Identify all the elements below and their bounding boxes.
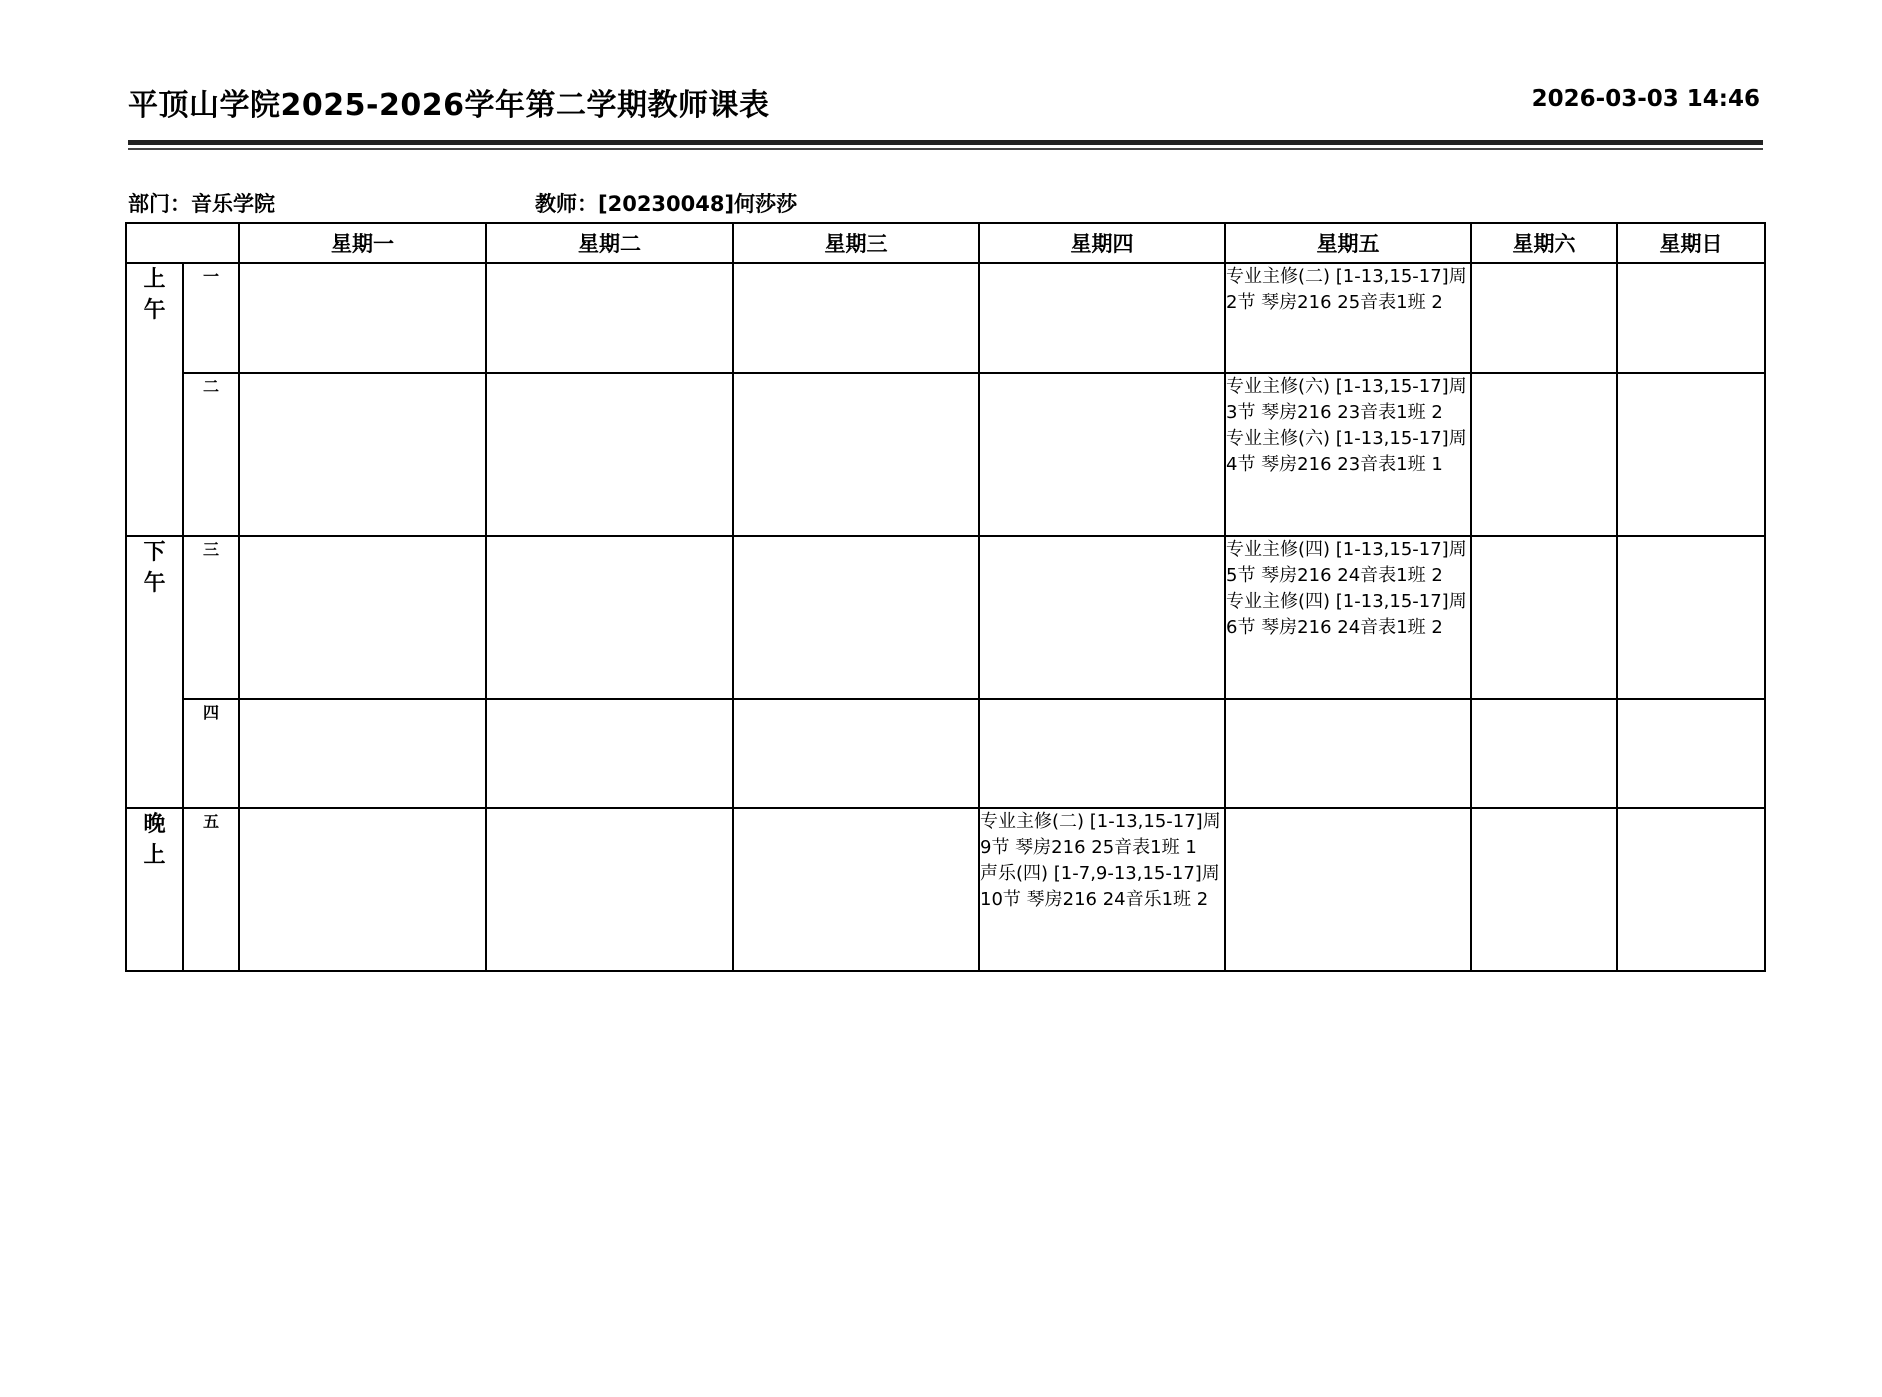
cell-p4-mon: [239, 699, 486, 808]
cell-p1-thu: [979, 263, 1225, 373]
timetable: [125, 222, 1766, 972]
period-row-3: [126, 536, 1765, 699]
cell-p3-thu: [979, 536, 1225, 699]
course-entry: 专业主修(四) [1-13,15-17]周 5节 琴房216 24音表1班 2: [1226, 539, 1467, 586]
cell-p3-tue: [486, 536, 733, 699]
cell-p5-sat: [1471, 808, 1617, 971]
cell-p1-sat: [1471, 263, 1617, 373]
cell-p2-tue: [486, 373, 733, 536]
cell-p2-fri: [1225, 373, 1471, 536]
header-row: [126, 223, 1765, 263]
day-header-mon: 星期一: [239, 223, 486, 263]
cell-p1-tue: [486, 263, 733, 373]
period-label-2: 二: [183, 373, 239, 536]
cell-p3-wed: [733, 536, 979, 699]
cell-p2-sun: [1617, 373, 1765, 536]
course-entry: 专业主修(六) [1-13,15-17]周 4节 琴房216 23音表1班 1: [1226, 428, 1467, 475]
cell-p3-sat: [1471, 536, 1617, 699]
group-afternoon: [126, 536, 183, 808]
cell-p5-sun: [1617, 808, 1765, 971]
cell-p3-mon: [239, 536, 486, 699]
day-header-sat: 星期六: [1471, 223, 1617, 263]
cell-p2-thu: [979, 373, 1225, 536]
cell-p4-fri: [1225, 699, 1471, 808]
course-entry: 专业主修(二) [1-13,15-17]周 9节 琴房216 25音表1班 1: [980, 811, 1221, 858]
cell-p4-sun: [1617, 699, 1765, 808]
cell-p4-thu: [979, 699, 1225, 808]
day-header-fri: 星期五: [1225, 223, 1471, 263]
period-label-5: 五: [183, 808, 239, 971]
course-entry: 声乐(四) [1-7,9-13,15-17]周 10节 琴房216 24音乐1班 2: [980, 863, 1220, 910]
cell-p2-mon: [239, 373, 486, 536]
cell-p5-wed: [733, 808, 979, 971]
day-header-thu: 星期四: [979, 223, 1225, 263]
period-row-2: [126, 373, 1765, 536]
cell-p4-wed: [733, 699, 979, 808]
period-row-1: [126, 263, 1765, 373]
cell-p5-thu: [979, 808, 1225, 971]
corner-cell: [126, 223, 239, 263]
cell-p5-mon: [239, 808, 486, 971]
cell-p3-sun: [1617, 536, 1765, 699]
cell-p2-sat: [1471, 373, 1617, 536]
day-header-sun: 星期日: [1617, 223, 1765, 263]
course-entry: 专业主修(六) [1-13,15-17]周 3节 琴房216 23音表1班 2: [1226, 376, 1467, 423]
header-rule-thin: [128, 148, 1763, 150]
group-morning: [126, 263, 183, 536]
group-afternoon-label: 下午: [143, 540, 166, 596]
period-label-3: 三: [183, 536, 239, 699]
page-title: 平顶山学院2025-2026学年第二学期教师课表: [128, 88, 770, 123]
header-rule-thick: [128, 140, 1763, 145]
cell-p4-tue: [486, 699, 733, 808]
teacher-label: 教师：[20230048]何莎莎: [535, 192, 798, 216]
cell-p1-fri: [1225, 263, 1471, 373]
cell-p4-sat: [1471, 699, 1617, 808]
department-label: 部门：音乐学院: [128, 192, 275, 216]
group-morning-label: 上午: [143, 267, 166, 323]
cell-p5-fri: [1225, 808, 1471, 971]
course-entry: 专业主修(四) [1-13,15-17]周 6节 琴房216 24音表1班 2: [1226, 591, 1467, 638]
cell-p5-tue: [486, 808, 733, 971]
cell-p1-mon: [239, 263, 486, 373]
print-timestamp: 2026-03-03 14:46: [1531, 86, 1760, 112]
period-row-5: [126, 808, 1765, 971]
cell-p2-wed: [733, 373, 979, 536]
cell-p3-fri: [1225, 536, 1471, 699]
course-entry: 专业主修(二) [1-13,15-17]周 2节 琴房216 25音表1班 2: [1226, 266, 1467, 313]
period-row-4: [126, 699, 1765, 808]
period-label-1: 一: [183, 263, 239, 373]
group-evening-label: 晚上: [143, 812, 166, 868]
cell-p1-sun: [1617, 263, 1765, 373]
group-evening: [126, 808, 183, 971]
day-header-wed: 星期三: [733, 223, 979, 263]
day-header-tue: 星期二: [486, 223, 733, 263]
cell-p1-wed: [733, 263, 979, 373]
period-label-4: 四: [183, 699, 239, 808]
